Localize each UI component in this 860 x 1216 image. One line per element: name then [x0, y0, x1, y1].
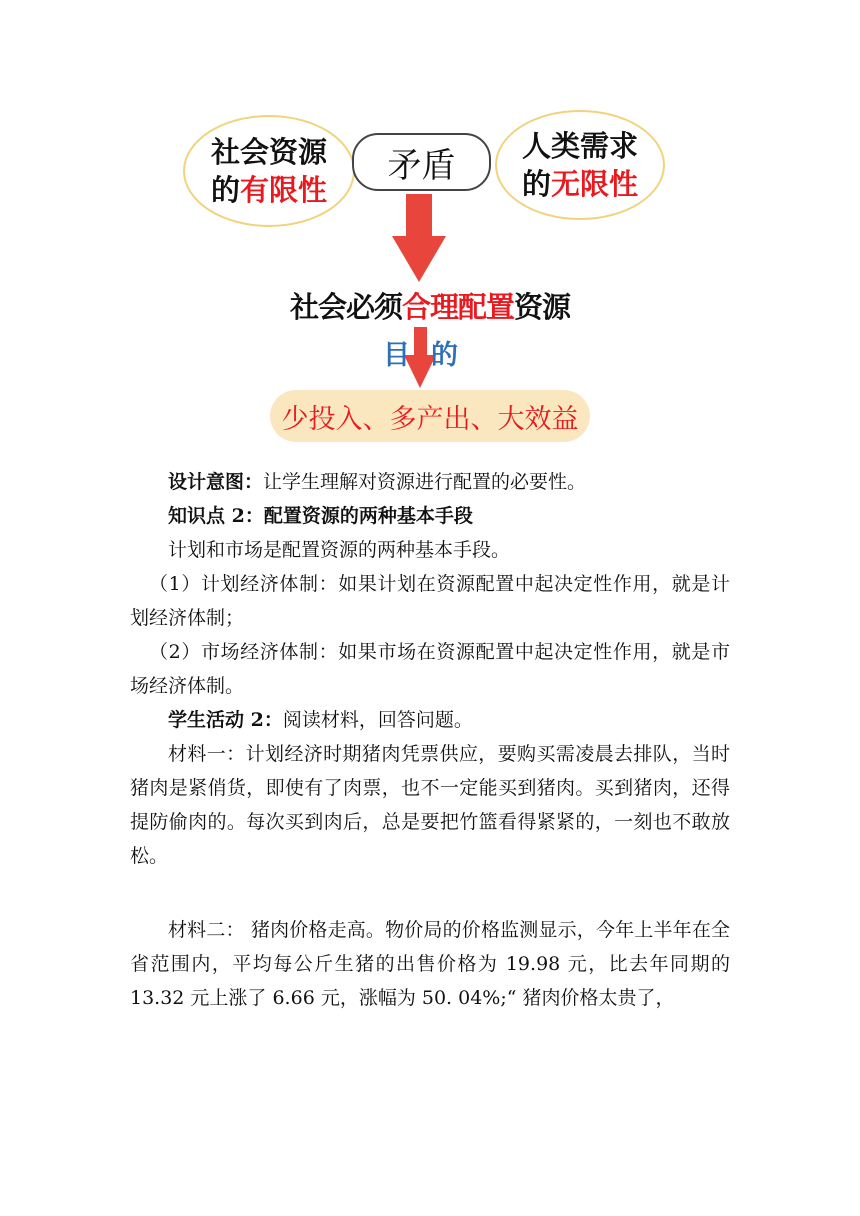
item-market-economy: （2）市场经济体制：如果市场在资源配置中起决定性作用，就是市场经济体制。 [130, 641, 730, 697]
oval-left-line1: 社会资源 [210, 135, 327, 169]
arrow-down-large [392, 194, 446, 282]
oval-right-line1: 人类需求 [521, 129, 638, 163]
item-planned-economy: （1）计划经济体制：如果计划在资源配置中起决定性作用，就是计划经济体制； [130, 573, 730, 629]
purpose-label-1: 目 [383, 340, 410, 371]
resource-allocation-diagram [0, 0, 860, 460]
design-intent: 设计意图：让学生理解对资源进行配置的必要性。 [168, 471, 587, 493]
material-two: 材料二： 猪肉价格走高。物价局的价格监测显示，今年上半年在全省范围内，平均每公斤生猪的出售价格为 19.98 元，比去年同期的 13.32 元上涨了 6.66 元，涨幅为 50. 04%;“ 猪肉价格太贵了， [130, 919, 730, 1009]
paragraph-gap [130, 873, 730, 913]
lesson-text [130, 465, 730, 1015]
oval-left-line2: 的有限性 [210, 173, 328, 207]
conclusion-text: 社会必须合理配置资源 [289, 290, 571, 324]
unlimited-needs-oval [495, 110, 665, 220]
student-activity: 学生活动 2：阅读材料，回答问题。 [168, 709, 473, 731]
limited-resources-oval [183, 115, 355, 227]
purpose-label-2: 的 [431, 340, 458, 371]
result-pill: 少投入、多产出、大效益 [270, 390, 590, 442]
intro-paragraph: 计划和市场是配置资源的两种基本手段。 [168, 539, 511, 561]
contradiction-box: 矛盾 [352, 133, 491, 191]
material-one: 材料一：计划经济时期猪肉凭票供应，要购买需凌晨去排队，当时猪肉是紧俏货，即使有了肉票，也不一定能买到猪肉。买到猪肉，还得提防偷肉的。每次买到肉后，总是要把竹篮看得紧紧的，一刻也不敢放松。 [130, 743, 730, 867]
oval-right-line2: 的无限性 [521, 167, 639, 201]
knowledge-point-heading: 知识点 2：配置资源的两种基本手段 [168, 505, 473, 527]
